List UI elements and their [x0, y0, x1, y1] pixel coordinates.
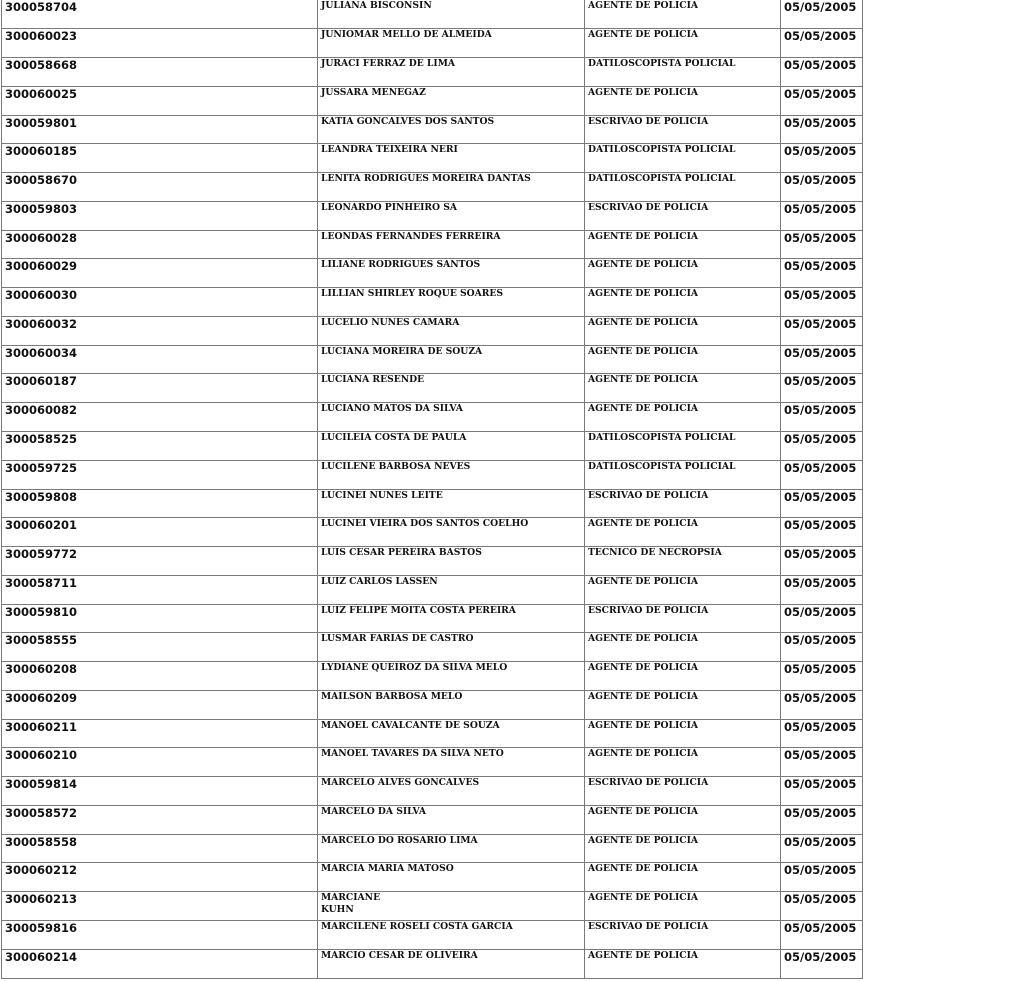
- date-cell: 05/05/2005: [781, 0, 863, 29]
- employee-name-cell: LEONDAS FERNANDES FERREIRA: [318, 230, 585, 259]
- table-row: [2, 575, 863, 604]
- date-cell: 05/05/2005: [781, 547, 863, 576]
- employee-name-cell: LUCILEIA COSTA DE PAULA: [318, 431, 585, 460]
- table-row: [2, 259, 863, 288]
- job-title-cell: AGENTE DE POLICIA: [585, 29, 781, 58]
- job-title-cell: AGENTE DE POLICIA: [585, 575, 781, 604]
- date-cell: 05/05/2005: [781, 86, 863, 115]
- date-cell: 05/05/2005: [781, 403, 863, 432]
- date-cell: 05/05/2005: [781, 604, 863, 633]
- table-row: [2, 805, 863, 834]
- table-row: [2, 431, 863, 460]
- job-title-cell: AGENTE DE POLICIA: [585, 518, 781, 547]
- job-title-cell: AGENTE DE POLICIA: [585, 316, 781, 345]
- employee-name-cell: KATIA GONCALVES DOS SANTOS: [318, 115, 585, 144]
- job-title-cell: AGENTE DE POLICIA: [585, 748, 781, 777]
- employee-name-cell: JUNIOMAR MELLO DE ALMEIDA: [318, 29, 585, 58]
- date-cell: 05/05/2005: [781, 58, 863, 87]
- job-title-cell: AGENTE DE POLICIA: [585, 345, 781, 374]
- job-title-cell: AGENTE DE POLICIA: [585, 863, 781, 892]
- employee-name-cell: LUCINEI VIEIRA DOS SANTOS COELHO: [318, 518, 585, 547]
- table-row: [2, 316, 863, 345]
- date-cell: 05/05/2005: [781, 460, 863, 489]
- registration-number-cell: 300058572: [2, 805, 318, 834]
- employee-name-cell: LUCIANO MATOS DA SILVA: [318, 403, 585, 432]
- registration-number-cell: 300059803: [2, 201, 318, 230]
- table-row: [2, 863, 863, 892]
- date-cell: 05/05/2005: [781, 834, 863, 863]
- registration-number-cell: 300058670: [2, 173, 318, 202]
- employee-name-cell: LUCIANA RESENDE: [318, 374, 585, 403]
- job-title-cell: AGENTE DE POLICIA: [585, 86, 781, 115]
- job-title-cell: DATILOSCOPISTA POLICIAL: [585, 58, 781, 87]
- employee-name-cell: LUIZ FELIPE MOITA COSTA PEREIRA: [318, 604, 585, 633]
- job-title-cell: ESCRIVAO DE POLICIA: [585, 921, 781, 950]
- job-title-cell: AGENTE DE POLICIA: [585, 892, 781, 921]
- date-cell: 05/05/2005: [781, 144, 863, 173]
- job-title-cell: AGENTE DE POLICIA: [585, 633, 781, 662]
- date-cell: 05/05/2005: [781, 431, 863, 460]
- date-cell: 05/05/2005: [781, 518, 863, 547]
- employee-name-cell: JUSSARA MENEGAZ: [318, 86, 585, 115]
- job-title-cell: AGENTE DE POLICIA: [585, 230, 781, 259]
- employee-name-cell: MARCIANE KUHN: [318, 892, 585, 921]
- employee-name-cell: MARCIO CESAR DE OLIVEIRA: [318, 949, 585, 978]
- registration-number-cell: 300060208: [2, 662, 318, 691]
- employee-name-cell: LEONARDO PINHEIRO SA: [318, 201, 585, 230]
- date-cell: 05/05/2005: [781, 230, 863, 259]
- job-title-cell: AGENTE DE POLICIA: [585, 949, 781, 978]
- table-row: [2, 230, 863, 259]
- registration-number-cell: 300059810: [2, 604, 318, 633]
- registration-number-cell: 300060201: [2, 518, 318, 547]
- table-row: [2, 173, 863, 202]
- date-cell: 05/05/2005: [781, 374, 863, 403]
- date-cell: 05/05/2005: [781, 345, 863, 374]
- registration-number-cell: 300058555: [2, 633, 318, 662]
- table-row: [2, 345, 863, 374]
- employee-name-cell: LUSMAR FARIAS DE CASTRO: [318, 633, 585, 662]
- table-row: [2, 892, 863, 921]
- employee-name-cell: MARCIA MARIA MATOSO: [318, 863, 585, 892]
- job-title-cell: AGENTE DE POLICIA: [585, 719, 781, 748]
- date-cell: 05/05/2005: [781, 633, 863, 662]
- employee-name-cell: LUCIANA MOREIRA DE SOUZA: [318, 345, 585, 374]
- employee-name-cell: MARCELO DO ROSARIO LIMA: [318, 834, 585, 863]
- job-title-cell: AGENTE DE POLICIA: [585, 0, 781, 29]
- employee-name-cell: MANOEL TAVARES DA SILVA NETO: [318, 748, 585, 777]
- registration-number-cell: 300058558: [2, 834, 318, 863]
- employee-name-cell: LUIZ CARLOS LASSEN: [318, 575, 585, 604]
- table-row: [2, 460, 863, 489]
- registration-number-cell: 300058711: [2, 575, 318, 604]
- date-cell: 05/05/2005: [781, 173, 863, 202]
- table-row: [2, 518, 863, 547]
- employee-name-cell: LUCELIO NUNES CAMARA: [318, 316, 585, 345]
- job-title-cell: AGENTE DE POLICIA: [585, 805, 781, 834]
- date-cell: 05/05/2005: [781, 805, 863, 834]
- registration-number-cell: 300060029: [2, 259, 318, 288]
- registration-number-cell: 300060030: [2, 288, 318, 317]
- date-cell: 05/05/2005: [781, 316, 863, 345]
- job-title-cell: ESCRIVAO DE POLICIA: [585, 489, 781, 518]
- employee-name-cell: LENITA RODRIGUES MOREIRA DANTAS: [318, 173, 585, 202]
- job-title-cell: AGENTE DE POLICIA: [585, 403, 781, 432]
- job-title-cell: TECNICO DE NECROPSIA: [585, 547, 781, 576]
- employee-name-cell: LILLIAN SHIRLEY ROQUE SOARES: [318, 288, 585, 317]
- roster-table: [1, 0, 863, 979]
- date-cell: 05/05/2005: [781, 201, 863, 230]
- table-row: [2, 921, 863, 950]
- employee-name-cell: MARCELO DA SILVA: [318, 805, 585, 834]
- date-cell: 05/05/2005: [781, 662, 863, 691]
- employee-name-cell: MANOEL CAVALCANTE DE SOUZA: [318, 719, 585, 748]
- employee-name-cell: LUCILENE BARBOSA NEVES: [318, 460, 585, 489]
- roster-body: [2, 0, 863, 978]
- table-row: [2, 374, 863, 403]
- table-row: [2, 201, 863, 230]
- employee-name-cell: JULIANA BISCONSIN: [318, 0, 585, 29]
- employee-name-cell: LYDIANE QUEIROZ DA SILVA MELO: [318, 662, 585, 691]
- employee-name-cell: LEANDRA TEIXEIRA NERI: [318, 144, 585, 173]
- table-row: [2, 662, 863, 691]
- employee-name-cell: MARCELO ALVES GONCALVES: [318, 777, 585, 806]
- table-row: [2, 288, 863, 317]
- registration-number-cell: 300059725: [2, 460, 318, 489]
- job-title-cell: DATILOSCOPISTA POLICIAL: [585, 144, 781, 173]
- date-cell: 05/05/2005: [781, 892, 863, 921]
- table-row: [2, 834, 863, 863]
- table-row: [2, 777, 863, 806]
- registration-number-cell: 300058668: [2, 58, 318, 87]
- job-title-cell: ESCRIVAO DE POLICIA: [585, 604, 781, 633]
- job-title-cell: AGENTE DE POLICIA: [585, 834, 781, 863]
- table-row: [2, 633, 863, 662]
- employee-name-cell: JURACI FERRAZ DE LIMA: [318, 58, 585, 87]
- job-title-cell: DATILOSCOPISTA POLICIAL: [585, 460, 781, 489]
- table-row: [2, 29, 863, 58]
- date-cell: 05/05/2005: [781, 777, 863, 806]
- date-cell: 05/05/2005: [781, 748, 863, 777]
- date-cell: 05/05/2005: [781, 115, 863, 144]
- date-cell: 05/05/2005: [781, 863, 863, 892]
- employee-name-cell: MARCILENE ROSELI COSTA GARCIA: [318, 921, 585, 950]
- table-row: [2, 547, 863, 576]
- registration-number-cell: 300060032: [2, 316, 318, 345]
- job-title-cell: AGENTE DE POLICIA: [585, 662, 781, 691]
- table-row: [2, 403, 863, 432]
- employee-name-cell: LILIANE RODRIGUES SANTOS: [318, 259, 585, 288]
- table-row: [2, 144, 863, 173]
- registration-number-cell: 300060185: [2, 144, 318, 173]
- date-cell: 05/05/2005: [781, 690, 863, 719]
- table-row: [2, 489, 863, 518]
- table-row: [2, 949, 863, 978]
- registration-number-cell: 300059816: [2, 921, 318, 950]
- registration-number-cell: 300059772: [2, 547, 318, 576]
- registration-number-cell: 300060210: [2, 748, 318, 777]
- registration-number-cell: 300060034: [2, 345, 318, 374]
- registration-number-cell: 300059814: [2, 777, 318, 806]
- date-cell: 05/05/2005: [781, 29, 863, 58]
- table-row: [2, 86, 863, 115]
- registration-number-cell: 300060213: [2, 892, 318, 921]
- registration-number-cell: 300058525: [2, 431, 318, 460]
- table-row: [2, 115, 863, 144]
- table-row: [2, 604, 863, 633]
- job-title-cell: AGENTE DE POLICIA: [585, 259, 781, 288]
- date-cell: 05/05/2005: [781, 949, 863, 978]
- table-row: [2, 690, 863, 719]
- registration-number-cell: 300058704: [2, 0, 318, 29]
- employee-name-cell: LUIS CESAR PEREIRA BASTOS: [318, 547, 585, 576]
- employee-name-cell: LUCINEI NUNES LEITE: [318, 489, 585, 518]
- registration-number-cell: 300060025: [2, 86, 318, 115]
- job-title-cell: AGENTE DE POLICIA: [585, 690, 781, 719]
- registration-number-cell: 300060028: [2, 230, 318, 259]
- employee-name-cell: MAILSON BARBOSA MELO: [318, 690, 585, 719]
- table-row: [2, 0, 863, 29]
- job-title-cell: AGENTE DE POLICIA: [585, 288, 781, 317]
- registration-number-cell: 300060187: [2, 374, 318, 403]
- registration-number-cell: 300060212: [2, 863, 318, 892]
- date-cell: 05/05/2005: [781, 288, 863, 317]
- registration-number-cell: 300059801: [2, 115, 318, 144]
- job-title-cell: DATILOSCOPISTA POLICIAL: [585, 431, 781, 460]
- job-title-cell: ESCRIVAO DE POLICIA: [585, 201, 781, 230]
- registration-number-cell: 300060211: [2, 719, 318, 748]
- table-row: [2, 748, 863, 777]
- registration-number-cell: 300060209: [2, 690, 318, 719]
- date-cell: 05/05/2005: [781, 489, 863, 518]
- job-title-cell: DATILOSCOPISTA POLICIAL: [585, 173, 781, 202]
- table-row: [2, 58, 863, 87]
- date-cell: 05/05/2005: [781, 719, 863, 748]
- registration-number-cell: 300060214: [2, 949, 318, 978]
- table-row: [2, 719, 863, 748]
- job-title-cell: ESCRIVAO DE POLICIA: [585, 115, 781, 144]
- registration-number-cell: 300059808: [2, 489, 318, 518]
- job-title-cell: AGENTE DE POLICIA: [585, 374, 781, 403]
- date-cell: 05/05/2005: [781, 921, 863, 950]
- job-title-cell: ESCRIVAO DE POLICIA: [585, 777, 781, 806]
- registration-number-cell: 300060023: [2, 29, 318, 58]
- date-cell: 05/05/2005: [781, 259, 863, 288]
- registration-number-cell: 300060082: [2, 403, 318, 432]
- date-cell: 05/05/2005: [781, 575, 863, 604]
